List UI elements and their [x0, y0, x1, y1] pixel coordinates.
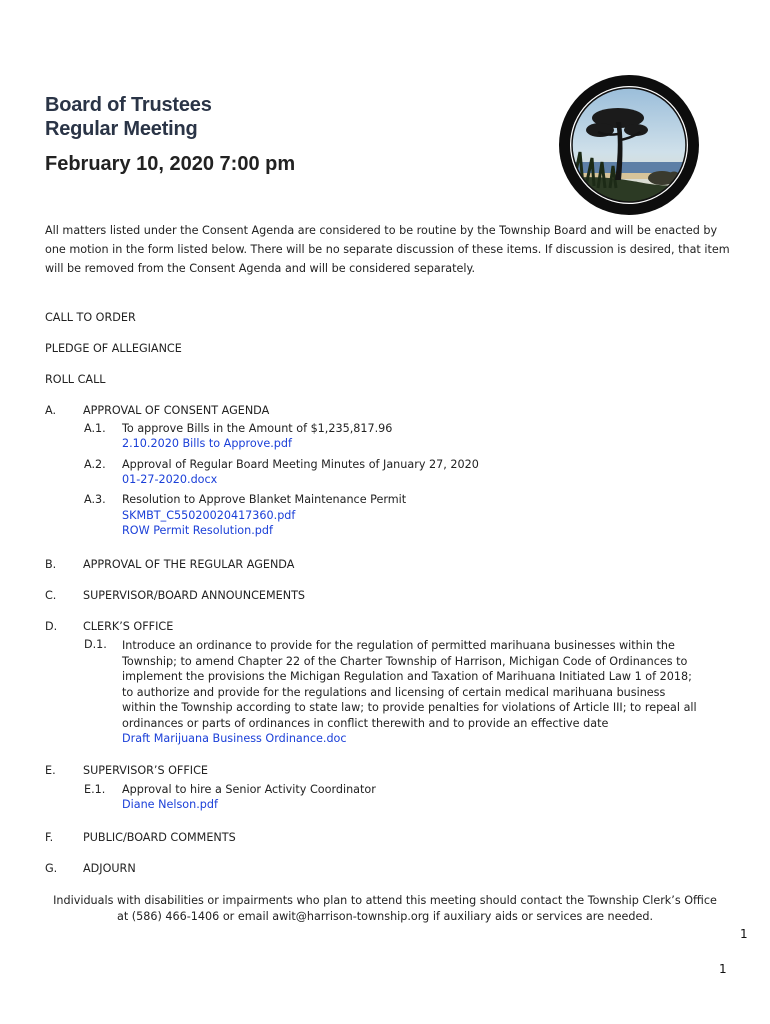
attachment-link[interactable]: 01-27-2020.docx — [122, 473, 218, 486]
attachment-link[interactable]: 2.10.2020 Bills to Approve.pdf — [122, 437, 292, 450]
item-number: A.3. — [84, 493, 106, 506]
section-title: SUPERVISOR’S OFFICE — [83, 764, 208, 777]
accessibility-notice-line: Individuals with disabilities or impairments who plan to attend this meeting should contact the Township Clerk’s Office — [53, 894, 717, 907]
item-text: Resolution to Approve Blanket Maintenance Permit — [122, 493, 407, 506]
section-title: APPROVAL OF CONSENT AGENDA — [83, 404, 270, 417]
item-text: Introduce an ordinance to provide for the regulation of permitted marihuana businesses within the Township; to amend Chapter 22 of the Charter Township of Harrison, Michigan Code of Ordinances to implement the provisions the Michigan Regulation and Taxation of Marihuana Initiated Law 1 of 2018; to authorize and provide for the regulations and licensing of certain medical marihuana business within the Township according to state law; to provide penalties for violations of Article III; to repeal all ordinances or parts of ordinances in conflict therewith and to provide an effective date — [122, 639, 697, 730]
item-text: To approve Bills in the Amount of $1,235,817.96 — [122, 422, 393, 435]
item-number: D.1. — [84, 638, 107, 651]
section-title: APPROVAL OF THE REGULAR AGENDA — [83, 558, 295, 571]
document-title: Board of Trustees — [45, 94, 212, 116]
attachment-link[interactable]: Draft Marijuana Business Ordinance.doc — [122, 732, 347, 745]
pledge-of-allegiance: PLEDGE OF ALLEGIANCE — [45, 342, 182, 355]
section-title: ADJOURN — [83, 862, 136, 875]
section-letter: A. — [45, 404, 57, 417]
section-title: CLERK’S OFFICE — [83, 620, 174, 633]
accessibility-notice — [40, 893, 730, 925]
item-number: A.1. — [84, 422, 106, 435]
meeting-date: February 10, 2020 7:00 pm — [45, 153, 296, 175]
item-number: E.1. — [84, 783, 106, 796]
document-subtitle: Regular Meeting — [45, 118, 198, 140]
call-to-order: CALL TO ORDER — [45, 311, 136, 324]
section-letter: F. — [45, 831, 54, 844]
section-letter: E. — [45, 764, 56, 777]
item-number: A.2. — [84, 458, 106, 471]
section-letter: D. — [45, 620, 58, 633]
attachment-link[interactable]: SKMBT_C55020020417360.pdf — [122, 509, 296, 522]
page-number: 1 — [719, 962, 727, 976]
section-letter: C. — [45, 589, 57, 602]
township-seal-logo — [558, 74, 700, 216]
item-text: Approval to hire a Senior Activity Coordinator — [122, 783, 376, 796]
attachment-link[interactable]: ROW Permit Resolution.pdf — [122, 524, 273, 537]
accessibility-notice-line: at (586) 466-1406 or email awit@harrison-township.org if auxiliary aids or services are needed. — [116, 910, 654, 923]
item-text: Approval of Regular Board Meeting Minutes of January 27, 2020 — [122, 458, 479, 471]
section-title: SUPERVISOR/BOARD ANNOUNCEMENTS — [83, 589, 306, 602]
page-number: 1 — [740, 927, 748, 941]
section-title: PUBLIC/BOARD COMMENTS — [83, 831, 236, 844]
consent-agenda-intro: All matters listed under the Consent Agenda are considered to be routine by the Township Board and will be enacted by one motion in the form listed below. There will be no separate discussion of these items. If discussion is desired, that item will be removed from the Consent Agenda and will be considered separately. — [45, 224, 730, 275]
roll-call: ROLL CALL — [45, 373, 106, 386]
attachment-link[interactable]: Diane Nelson.pdf — [122, 798, 218, 811]
section-letter: B. — [45, 558, 57, 571]
section-letter: G. — [45, 862, 58, 875]
